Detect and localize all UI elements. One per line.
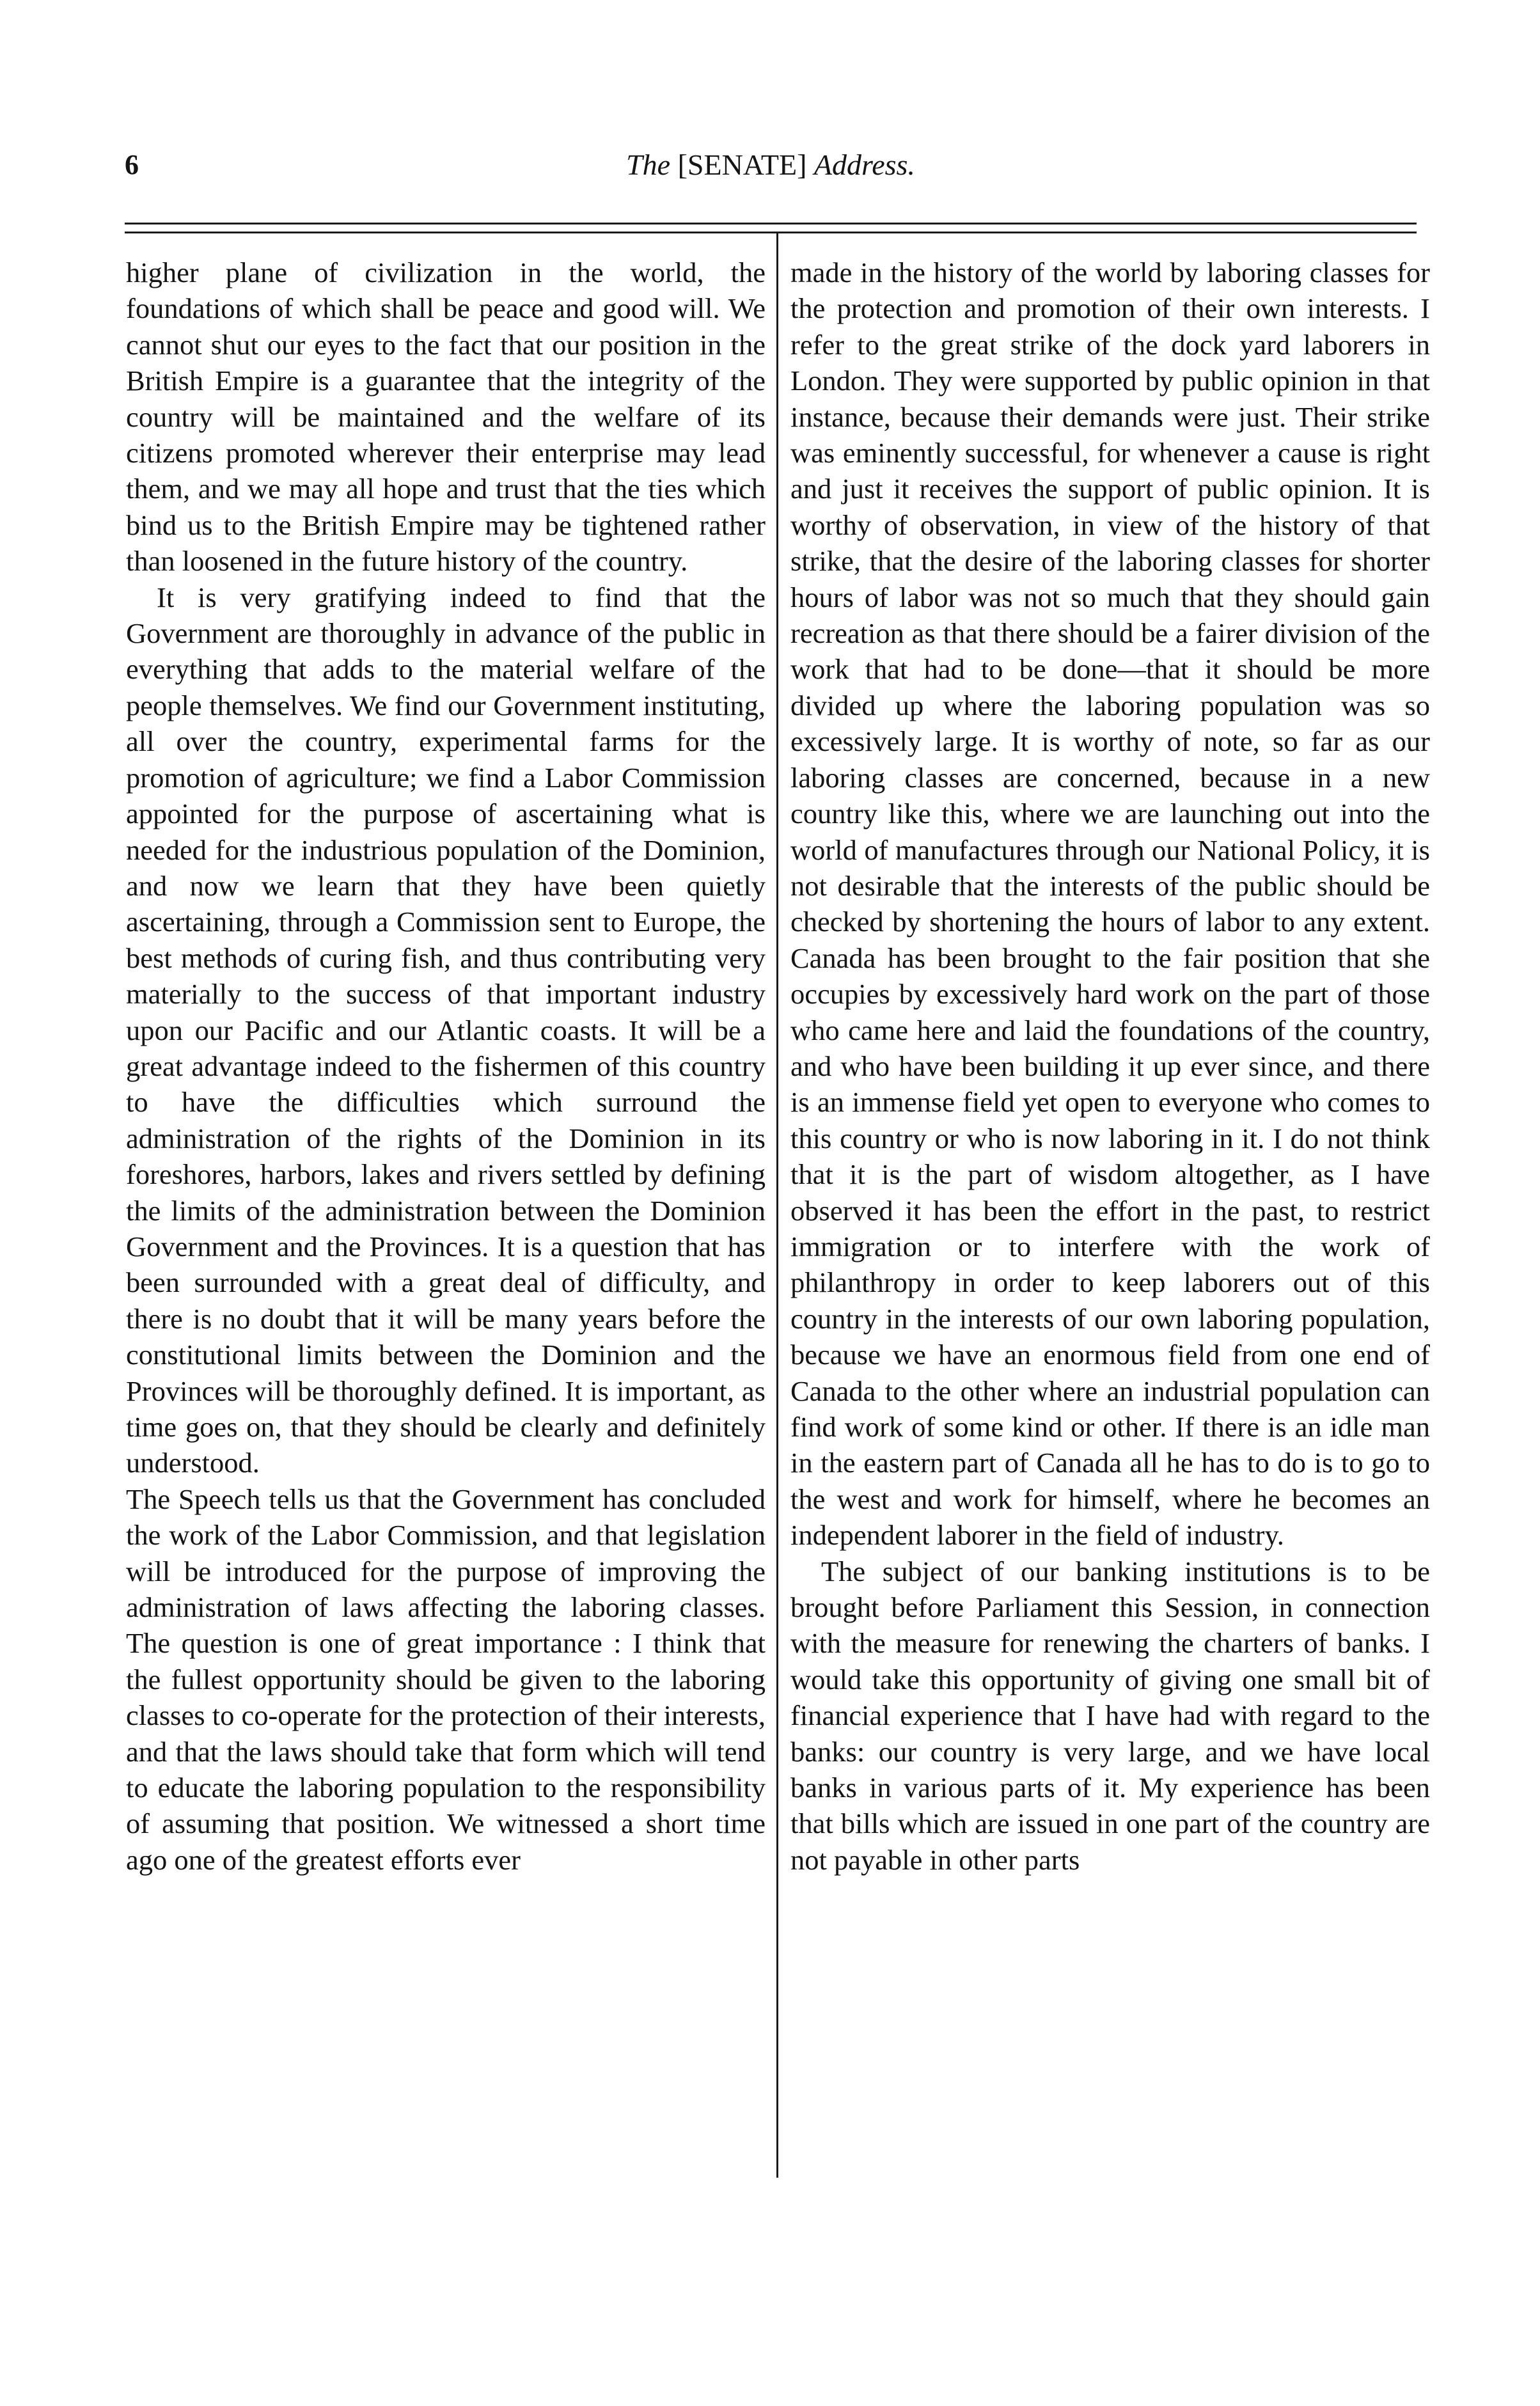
running-title-the: The bbox=[626, 148, 671, 181]
page-header bbox=[125, 146, 1417, 191]
right-paragraph-1: made in the history of the world by laboring classes for the protection and promotion of their own interests. I refer to the great strike of the dock yard laborers in London. They were supported by public opinion in that instance, because their demands were just. Their strike was eminently successful, for whenever a cause is right and just it receives the support of public opinion. It is worthy of observation, in view of the history of that strike, that the desire of the laboring classes for shorter hours of labor was not so much that they should gain recreation as that there should be a fairer division of the work that had to be done—that it should be more divided up where the laboring population was so excessively large. It is worthy of note, so far as our laboring classes are concerned, because in a new country like this, where we are launching out into the world of manufactures through our National Policy, it is not desirable that the interests of the public should be checked by shortening the hours of labor to any extent. Canada has been brought to the fair position that she occupies by excessively hard work on the part of those who came here and laid the foundations of the country, and who have been building it up ever since, and there is an immense field yet open to everyone who comes to this country or who is now laboring in it. I do not think that it is the part of wisdom altogether, as I have observed it has been the effort in the past, to restrict immigration or to interfere with the work of philanthropy in order to keep laborers out of this country in the interests of our own laboring population, because we have an enormous field from one end of Canada to the other where an industrial population can find work of some kind or other. If there is an idle man in the eastern part of Canada all he has to do is to go to the west and work for himself, where he becomes an independent laborer in the field of industry. bbox=[790, 256, 1430, 1552]
header-rule-top bbox=[125, 223, 1417, 224]
running-title-address: Address. bbox=[813, 148, 915, 181]
running-title bbox=[125, 146, 1417, 184]
right-column bbox=[790, 255, 1430, 1878]
header-rule-bottom bbox=[125, 232, 1417, 233]
left-paragraph-3: The Speech tells us that the Government has concluded the work of the Labor Commission, and that legislation will be introduced for the purpose of improving the administration of laws affecting the laboring classes. The question is one of great importance : I think that the fullest opportunity should be given to the laboring classes to co-operate for the protection of their interests, and that the laws should take that form which will tend to educate the laboring population to the responsibility of assuming that position. We witnessed a short time ago one of the greatest efforts ever bbox=[126, 1482, 766, 1876]
left-column bbox=[126, 255, 766, 1878]
column-divider bbox=[776, 233, 778, 2178]
running-title-senate: [SENATE] bbox=[677, 148, 807, 181]
left-paragraph-1: higher plane of civilization in the world, the foundations of which shall be peace and good will. We cannot shut our eyes to the fact that our position in the British Empire is a guarantee that the integrity of the country will be maintained and the welfare of its citizens promoted wherever their enterprise may lead them, and we may all hope and trust that the ties which bind us to the British Empire may be tightened rather than loosened in the future history of the country. bbox=[126, 256, 766, 578]
left-paragraph-2: It is very gratifying indeed to find that the Government are thoroughly in advance of the public in everything that adds to the material welfare of the people themselves. We find our Government instituting, all over the country, experimental farms for the promotion of agriculture; we find a Labor Commission appointed for the purpose of ascertaining what is needed for the industrious population of the Dominion, and now we learn that they have been quietly ascertaining, through a Commission sent to Europe, the best methods of curing fish, and thus contributing very materially to the success of that important industry upon our Pacific and our Atlantic coasts. It will be a great advantage indeed to the fishermen of this country to have the difficulties which surround the administration of the rights of the Dominion in its foreshores, harbors, lakes and rivers settled by defining the limits of the administration between the Dominion Government and the Provinces. It is a question that has been surrounded with a great deal of difficulty, and there is no doubt that it will be many years before the constitutional limits between the Dominion and the Provinces will be thoroughly defined. It is important, as time goes on, that they should be clearly and definitely understood. bbox=[126, 581, 766, 1479]
right-paragraph-2: The subject of our banking institutions is to be brought before Parliament this Session, in connection with the measure for renewing the charters of banks. I would take this opportunity of giving one small bit of financial experience that I have had with regard to the banks: our country is very large, and we have local banks in various parts of it. My experience has been that bills which are issued in one part of the country are not payable in other parts bbox=[790, 1555, 1430, 1876]
page-number: 6 bbox=[125, 149, 139, 180]
